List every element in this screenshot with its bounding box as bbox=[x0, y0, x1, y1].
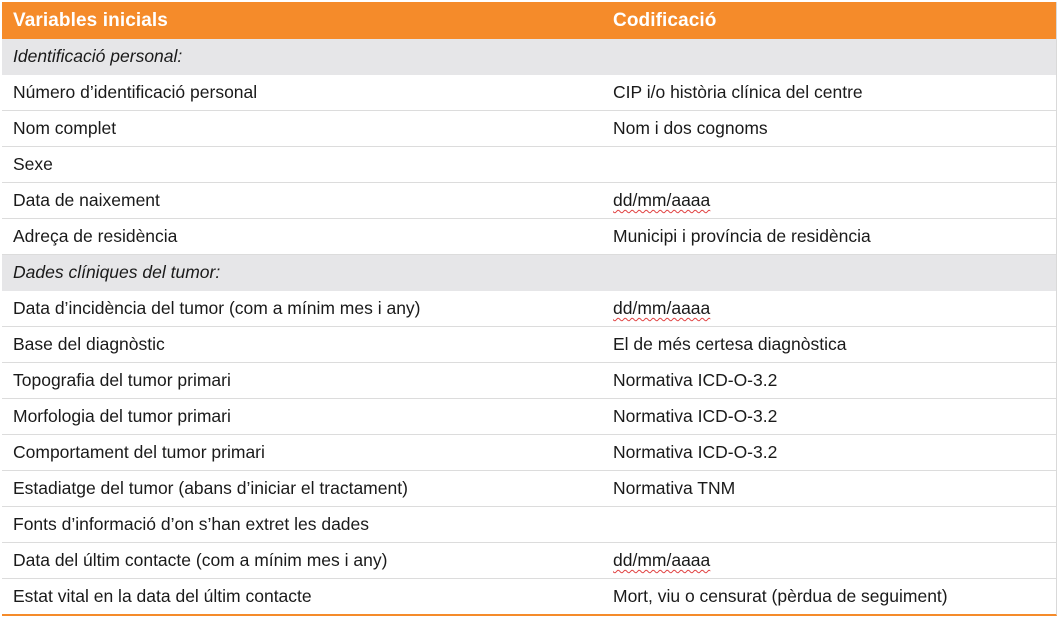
variable-label: Estat vital en la data del últim contacte bbox=[13, 586, 312, 606]
variable-code: Normativa ICD-O-3.2 bbox=[602, 399, 1056, 435]
variable-label: Estadiatge del tumor (abans d’iniciar el tractament) bbox=[2, 471, 602, 507]
date-format-text: dd/mm/aaaa bbox=[613, 550, 711, 570]
variable-code: Municipi i província de residència bbox=[602, 219, 1056, 255]
variable-code: Normativa ICD-O-3.2 bbox=[602, 363, 1056, 399]
section-label: Dades clíniques del tumor: bbox=[2, 255, 602, 291]
table-row bbox=[2, 219, 1056, 255]
variables-table bbox=[2, 2, 1056, 614]
variable-label: Comportament del tumor primari bbox=[2, 435, 602, 471]
variable-code: Normativa ICD-O-3.2 bbox=[602, 435, 1056, 471]
date-format-text: dd/mm/aaaa bbox=[613, 298, 711, 318]
section-row-identificacio bbox=[2, 39, 1056, 75]
table-row bbox=[2, 543, 1056, 579]
variable-code bbox=[602, 291, 1056, 327]
section-label: Identificació personal: bbox=[2, 39, 602, 75]
variable-label: Adreça de residència bbox=[2, 219, 602, 255]
variable-label: Nom complet bbox=[2, 111, 602, 147]
table-row bbox=[2, 183, 1056, 219]
variable-code: El de més certesa diagnòstica bbox=[602, 327, 1056, 363]
variable-code bbox=[602, 147, 1056, 183]
variable-label: Data d’incidència del tumor (com a mínim mes i any) bbox=[2, 291, 602, 327]
table-row bbox=[2, 471, 1056, 507]
table-row bbox=[2, 147, 1056, 183]
variable-label: Base del diagnòstic bbox=[2, 327, 602, 363]
variable-code bbox=[602, 183, 1056, 219]
date-format-text: dd/mm/aaaa bbox=[613, 190, 711, 210]
variable-code: CIP i/o història clínica del centre bbox=[602, 75, 1056, 111]
table-row bbox=[2, 507, 1056, 543]
column-header-codificacio: Codificació bbox=[602, 2, 1056, 39]
variable-code bbox=[602, 507, 1056, 543]
table-header-row bbox=[2, 2, 1056, 39]
variable-code: Normativa TNM bbox=[602, 471, 1056, 507]
section-code bbox=[602, 255, 1056, 291]
table-row bbox=[2, 291, 1056, 327]
variable-label: Data de naixement bbox=[2, 183, 602, 219]
variable-label: Fonts d’informació d’on s’han extret les dades bbox=[2, 507, 602, 543]
section-code bbox=[602, 39, 1056, 75]
table-row bbox=[2, 435, 1056, 471]
table-row bbox=[2, 327, 1056, 363]
variable-label: Topografia del tumor primari bbox=[2, 363, 602, 399]
variable-code bbox=[602, 543, 1056, 579]
table-row bbox=[2, 111, 1056, 147]
table-row bbox=[2, 399, 1056, 435]
table-row bbox=[2, 579, 1056, 615]
table-row bbox=[2, 75, 1056, 111]
variable-label: Número d’identificació personal bbox=[2, 75, 602, 111]
section-row-dades-cliniques bbox=[2, 255, 1056, 291]
variable-code: Nom i dos cognoms bbox=[602, 111, 1056, 147]
variable-label: Morfologia del tumor primari bbox=[2, 399, 602, 435]
variable-label: Sexe bbox=[2, 147, 602, 183]
column-header-variables: Variables inicials bbox=[2, 2, 602, 39]
variable-label: Data del últim contacte (com a mínim mes i any) bbox=[2, 543, 602, 579]
variables-table-container bbox=[2, 2, 1057, 616]
table-row bbox=[2, 363, 1056, 399]
variable-code: Mort, viu o censurat (pèrdua de seguiment) bbox=[613, 586, 948, 606]
